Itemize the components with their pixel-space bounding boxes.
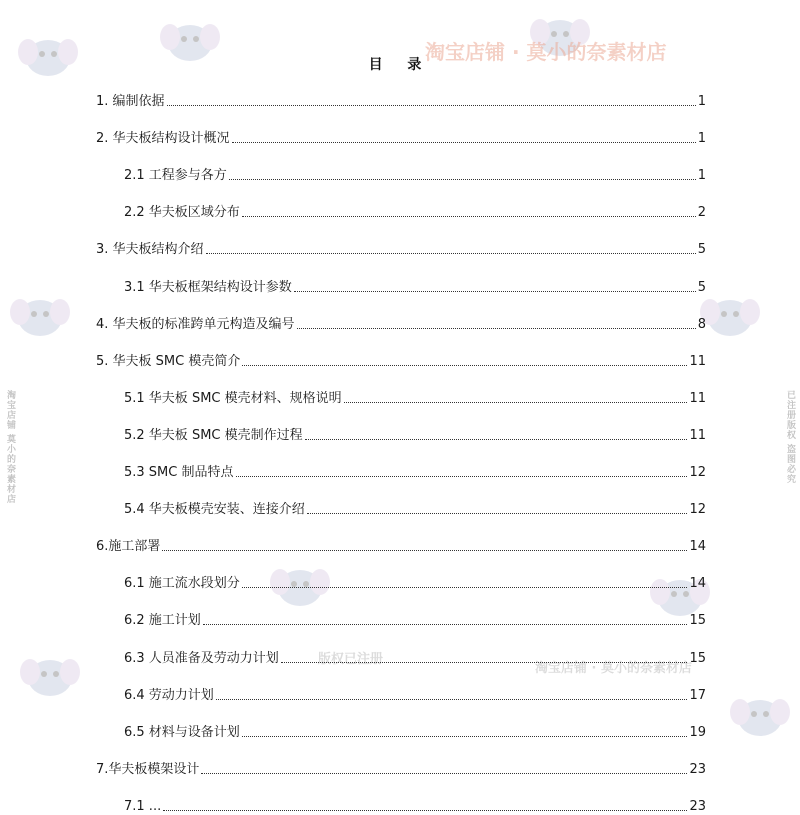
toc-entry-label: 6.4 劳动力计划 [124,687,214,703]
toc-leader-dots [229,179,696,180]
toc-entry-label: 3. 华夫板结构介绍 [96,242,204,258]
toc-entry-label: 7.1 ... [124,798,162,814]
toc-leader-dots [167,105,696,106]
toc-leader-dots [305,439,688,440]
toc-entry-label: 5.4 华夫板模壳安装、连接介绍 [124,502,305,518]
toc-entry[interactable] [96,90,706,110]
toc-leader-dots [232,142,696,143]
toc-entry[interactable] [96,313,706,333]
toc-leader-dots [162,550,687,551]
toc-entry-page-number: 14 [689,576,706,592]
toc-entry[interactable] [124,721,706,741]
toc-entry[interactable] [124,387,706,407]
toc-leader-dots [206,253,696,254]
toc-leader-dots [281,662,688,663]
toc-entry-label: 3.1 华夫板框架结构设计参数 [124,279,292,295]
toc-leader-dots [163,810,687,811]
toc-entry-label: 6.5 材料与设备计划 [124,724,240,740]
toc-entry[interactable] [96,758,706,778]
toc-entry[interactable] [124,461,706,481]
toc-leader-dots [216,699,688,700]
toc-entry[interactable] [96,350,706,370]
toc-entry-label: 6.3 人员准备及劳动力计划 [124,650,279,666]
toc-entry-page-number: 11 [689,390,706,406]
watermark-shop-top: 淘宝店铺 · 莫小的奈素材店 [425,40,667,64]
toc-entry-page-number: 5 [697,279,706,295]
toc-entry-label: 6.2 施工计划 [124,613,201,629]
toc-leader-dots [242,736,688,737]
toc-entry-label: 5.3 SMC 制品特点 [124,465,234,480]
toc-entry-label: 5.2 华夫板 SMC 模壳制作过程 [124,427,303,443]
toc-leader-dots [242,365,687,366]
toc-leader-dots [203,624,688,625]
toc-leader-dots [242,216,696,217]
toc-leader-dots [344,402,688,403]
toc-entry[interactable] [124,498,706,518]
toc-entry[interactable] [96,238,706,258]
toc-entry-page-number: 19 [689,724,706,740]
toc-leader-dots [294,291,696,292]
toc-leader-dots [242,587,688,588]
toc-entry[interactable] [124,572,706,592]
toc-entry[interactable] [124,609,706,629]
toc-entry[interactable] [124,164,706,184]
toc-entry-page-number: 23 [689,761,706,777]
toc-entry-page-number: 23 [689,798,706,814]
toc-entry-label: 1. 编制依据 [96,94,165,109]
toc-entry-label: 7.华夫板模架设计 [96,761,200,777]
toc-entry-page-number: 8 [697,316,706,332]
toc-entry-label: 4. 华夫板的标准跨单元构造及编号 [96,316,295,332]
watermark-right-vertical: 已注册版权 盗图必究 [785,390,795,485]
toc-entry-page-number: 17 [689,687,706,703]
toc-entry[interactable] [96,127,706,147]
toc-entry-page-number: 12 [689,502,706,518]
toc-entry-label: 6.施工部署 [96,539,161,555]
toc-entry-label: 5.1 华夫板 SMC 模壳材料、规格说明 [124,390,342,406]
watermark-shop-mid: 淘宝店铺 · 莫小的奈素材店 [535,661,692,676]
elephant-icon [697,290,760,344]
toc-leader-dots [307,513,688,514]
toc-entry-page-number: 1 [697,168,706,184]
toc-entry-label: 2.1 工程参与各方 [124,168,227,184]
toc-entry-page-number: 11 [689,353,706,369]
toc-entry-page-number: 15 [689,613,706,629]
toc-leader-dots [236,476,688,477]
toc-entry[interactable] [124,201,706,221]
toc-entry[interactable] [124,424,706,444]
toc-entry[interactable] [124,647,706,667]
elephant-icon [730,690,790,744]
toc-entry-label: 2.2 华夫板区域分布 [124,205,240,221]
toc-entry-page-number: 5 [697,242,706,258]
elephant-icon [10,290,70,344]
toc-entry-label: 2. 华夫板结构设计概况 [96,131,230,147]
toc-leader-dots [201,773,687,774]
watermark-left-vertical: 淘宝店铺 莫小的奈素材店 [5,390,15,505]
toc-entry[interactable] [124,795,706,815]
toc-entry-page-number: 1 [697,131,706,147]
toc-leader-dots [297,328,696,329]
toc-entry-page-number: 2 [697,205,706,221]
watermark-copyright: 版权已注册 [318,652,384,667]
toc-entry-page-number: 1 [697,94,706,109]
toc-title: 目 录 [368,57,432,73]
toc-entry[interactable] [96,535,706,555]
toc-entry-page-number: 11 [689,427,706,443]
toc-entry-page-number: 15 [689,650,706,666]
toc-entry-page-number: 12 [689,465,706,480]
toc-entry-page-number: 14 [689,539,706,555]
toc-entry-label: 5. 华夫板 SMC 模壳简介 [96,353,241,369]
elephant-icon [20,650,80,704]
toc-entry-label: 6.1 施工流水段划分 [124,576,240,592]
toc-entry[interactable] [124,276,706,296]
toc-entry[interactable] [124,684,706,704]
